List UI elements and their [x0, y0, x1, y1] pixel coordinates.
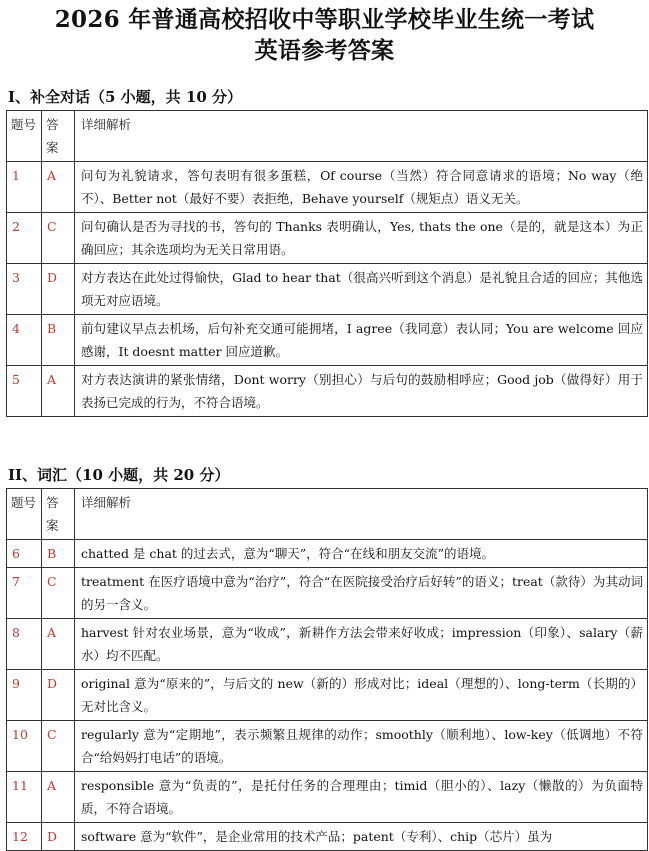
answer-letter: A	[42, 366, 75, 417]
explanation: chatted 是 chat 的过去式，意为“聊天”，符合“在线和朋友交流”的语境。	[75, 540, 648, 568]
question-number: 3	[7, 264, 42, 315]
table-row	[7, 670, 648, 721]
title-line-2: 英语参考答案	[254, 37, 395, 64]
table-row	[7, 540, 648, 568]
question-number: 6	[7, 540, 42, 568]
table-row	[7, 568, 648, 619]
question-number: 12	[7, 823, 42, 851]
explanation: responsible 意为“负责的”，是托付任务的合理理由；timid（胆小的）、lazy（懒散的）为负面特质，不符合语境。	[75, 772, 648, 823]
question-number: 4	[7, 315, 42, 366]
answer-letter: B	[42, 540, 75, 568]
title-line-1: 2026 年普通高校招收中等职业学校毕业生统一考试	[54, 6, 595, 33]
answer-letter: C	[42, 213, 75, 264]
header-detail: 详细解析	[75, 489, 648, 540]
table-row	[7, 772, 648, 823]
explanation: regularly 意为“定期地”，表示频繁且规律的动作；smoothly（顺利地）、low-key（低调地）不符合“给妈妈打电话”的语境。	[75, 721, 648, 772]
question-number: 9	[7, 670, 42, 721]
explanation: treatment 在医疗语境中意为“治疗”，符合“在医院接受治疗后好转”的语义；treat（款待）为其动词的另一含义。	[75, 568, 648, 619]
explanation: 对方表达在此处过得愉快，Glad to hear that（很高兴听到这个消息）是礼貌且合适的回应；其他选项无对应语境。	[75, 264, 648, 315]
question-number: 1	[7, 162, 42, 213]
header-ans: 答案	[42, 489, 75, 540]
answer-letter: A	[42, 162, 75, 213]
question-number: 8	[7, 619, 42, 670]
explanation: software 意为“软件”，是企业常用的技术产品；patent（专利）、chip（芯片）虽为	[75, 823, 648, 851]
explanation: original 意为“原来的”，与后文的 new（新的）形成对比；ideal（理想的）、long-term（长期的）无对比含义。	[75, 670, 648, 721]
answer-letter: D	[42, 823, 75, 851]
section-1-heading: I、补全对话（5 小题，共 10 分）	[8, 88, 242, 106]
table-row	[7, 823, 648, 851]
answer-letter: B	[42, 315, 75, 366]
question-number: 10	[7, 721, 42, 772]
explanation: 问句为礼貌请求，答句表明有很多蛋糕，Of course（当然）符合同意请求的语境；No way（绝不）、Better not（最好不要）表拒绝，Behave yourself（规矩点）语义无关。	[75, 162, 648, 213]
section-2-heading: II、词汇（10 小题，共 20 分）	[8, 466, 230, 484]
explanation: harvest 针对农业场景，意为“收成”，新耕作方法会带来好收成；impression（印象）、salary（薪水）均不匹配。	[75, 619, 648, 670]
question-number: 11	[7, 772, 42, 823]
answer-letter: C	[42, 721, 75, 772]
section-1-table	[6, 110, 648, 417]
answer-letter: D	[42, 264, 75, 315]
table-header-row	[7, 111, 648, 162]
table-row	[7, 366, 648, 417]
table-header-row	[7, 489, 648, 540]
answer-letter: A	[42, 772, 75, 823]
header-num: 题号	[7, 111, 42, 162]
answer-letter: A	[42, 619, 75, 670]
answer-letter: D	[42, 670, 75, 721]
answer-letter: C	[42, 568, 75, 619]
question-number: 5	[7, 366, 42, 417]
page-title	[0, 0, 649, 66]
table-row	[7, 721, 648, 772]
table-row	[7, 264, 648, 315]
table-row	[7, 619, 648, 670]
section-2-table	[6, 488, 648, 851]
question-number: 2	[7, 213, 42, 264]
question-number: 7	[7, 568, 42, 619]
table-row	[7, 315, 648, 366]
header-detail: 详细解析	[75, 111, 648, 162]
table-row	[7, 213, 648, 264]
header-ans: 答案	[42, 111, 75, 162]
table-row	[7, 162, 648, 213]
explanation: 对方表达演讲的紧张情绪，Dont worry（别担心）与后句的鼓励相呼应；Good job（做得好）用于表扬已完成的行为，不符合语境。	[75, 366, 648, 417]
header-num: 题号	[7, 489, 42, 540]
explanation: 问句确认是否为寻找的书，答句的 Thanks 表明确认，Yes, thats the one（是的，就是这本）为正确回应；其余选项均为无关日常用语。	[75, 213, 648, 264]
explanation: 前句建议早点去机场，后句补充交通可能拥堵，I agree（我同意）表认同；You are welcome 回应感谢，It doesnt matter 回应道歉。	[75, 315, 648, 366]
